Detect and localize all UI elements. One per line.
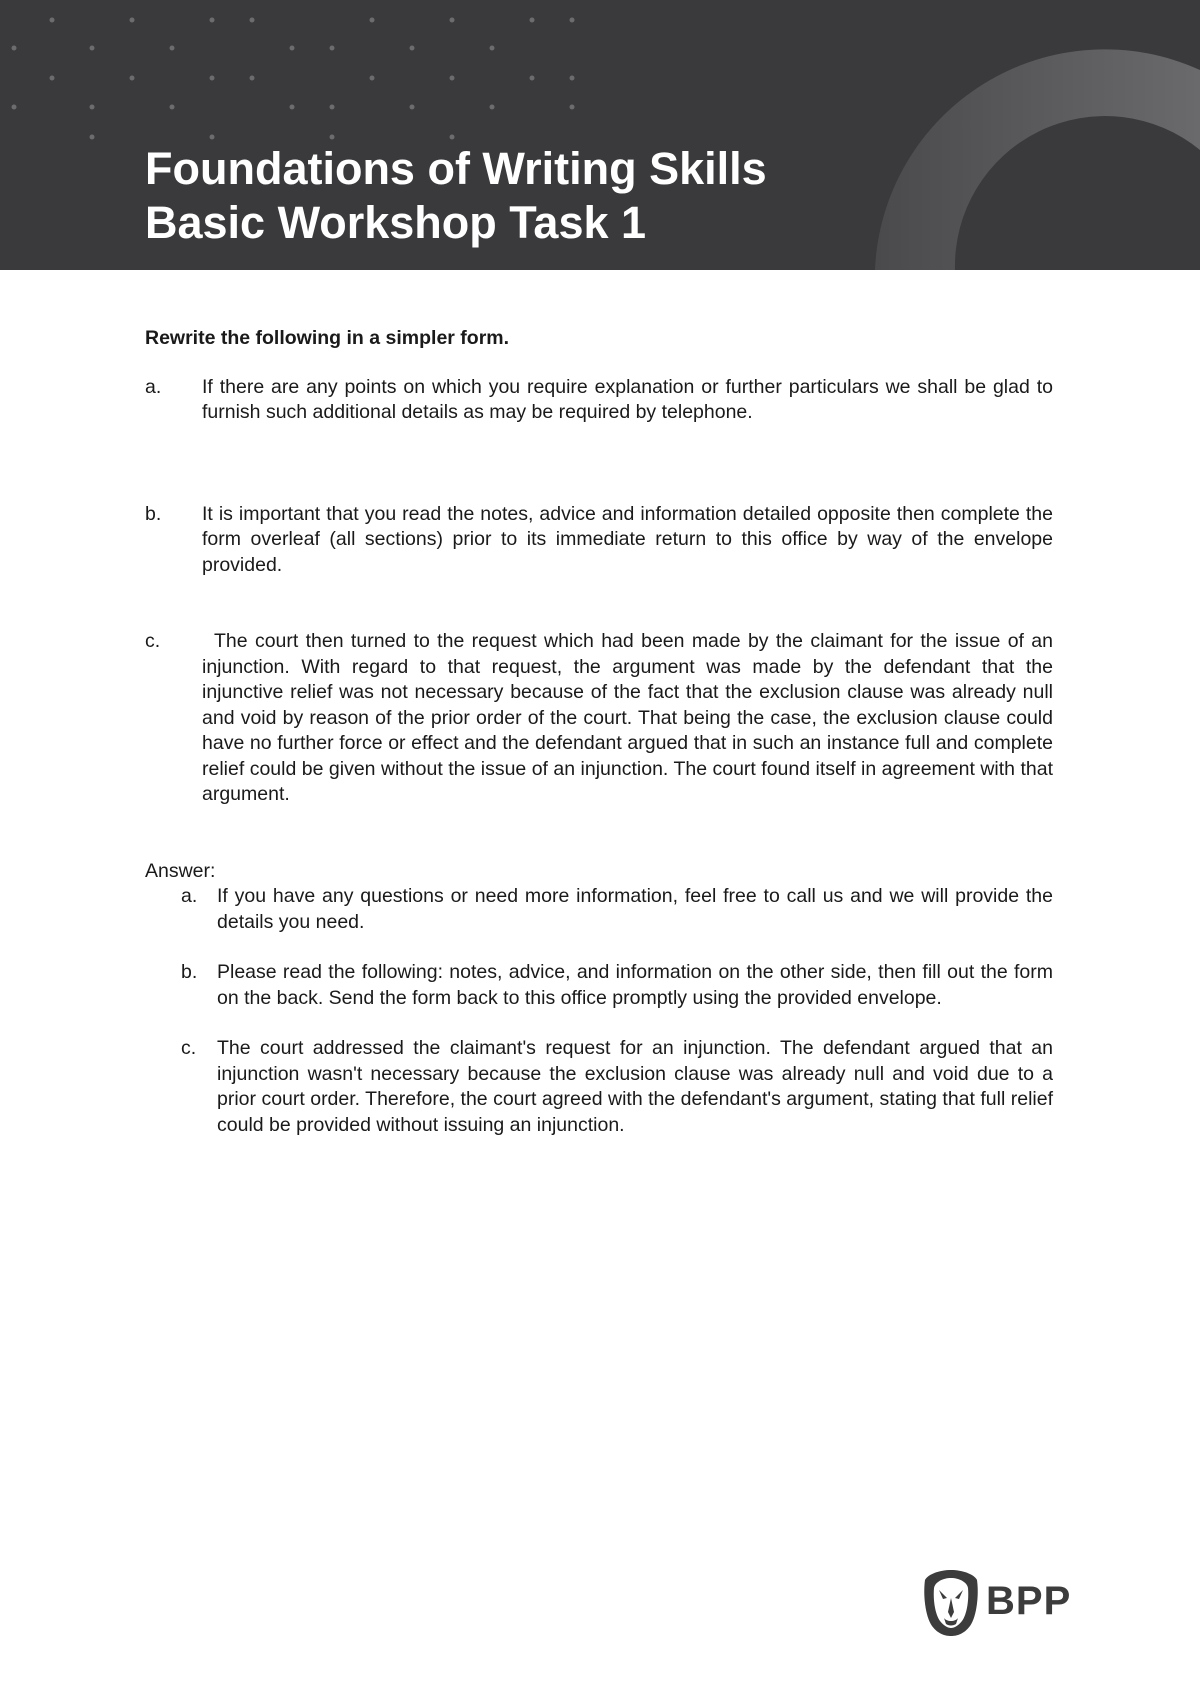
- bpp-logo: [922, 1568, 1072, 1638]
- answer-b: [181, 960, 1053, 1011]
- instruction-text: Rewrite the following in a simpler form.: [145, 327, 510, 349]
- dot-pattern: [12, 18, 575, 140]
- answer-text: Please read the following: notes, advice, and information on the other side, then fill out the form on the back. Send the form back to this office promptly using the provided envelope.: [217, 961, 1053, 1009]
- answer-label: Answer:: [145, 859, 216, 882]
- answer-text: The court addressed the claimant's request for an injunction. The defendant argued that an injunction wasn't necessary because the exclusion clause was already null and void due to a prior court order. Therefore, the court agreed with the defendant's argument, stating that full relief could be provided without issuing an injunction.: [217, 1037, 1053, 1136]
- question-b: [145, 502, 1053, 579]
- question-a: [145, 375, 1053, 426]
- header-banner: [0, 0, 1200, 270]
- page-title: [145, 142, 767, 250]
- document-body: [145, 326, 1053, 1163]
- answer-letter: c.: [181, 1037, 197, 1059]
- answer-a: [181, 884, 1053, 935]
- question-letter: b.: [145, 502, 162, 525]
- logo-text: BPP: [986, 1579, 1072, 1623]
- answer-text: If you have any questions or need more information, feel free to call us and we will provide the details you need.: [217, 885, 1053, 933]
- answer-letter: b.: [181, 961, 198, 983]
- lion-shield-icon: [922, 1568, 980, 1638]
- title-line-1: Foundations of Writing Skills: [145, 143, 767, 194]
- question-text: It is important that you read the notes, advice and information detailed opposite then complete the form overleaf (all sections) prior to its immediate return to this office by way of the envelope provided.: [202, 502, 1053, 576]
- question-letter: a.: [145, 375, 162, 398]
- answer-c: [181, 1036, 1053, 1138]
- title-line-2: Basic Workshop Task 1: [145, 197, 647, 248]
- answer-letter: a.: [181, 885, 198, 907]
- question-letter: c.: [145, 630, 161, 652]
- question-text: The court then turned to the request which had been made by the claimant for the issue of an injunction. With regard to that request, the argument was made by the defendant that the injunctive relief was not necessary because of the fact that the exclusion clause was already null and void by reason of the prior order of the court. That being the case, the exclusion clause could have no further force or effect and the defendant argued that in such an instance full and complete relief could be given without the issue of an injunction. The court found itself in agreement with that argument.: [202, 630, 1053, 805]
- question-c: [145, 629, 1053, 808]
- question-text: If there are any points on which you require explanation or further particulars we shall be glad to furnish such additional details as may be required by telephone.: [202, 375, 1053, 423]
